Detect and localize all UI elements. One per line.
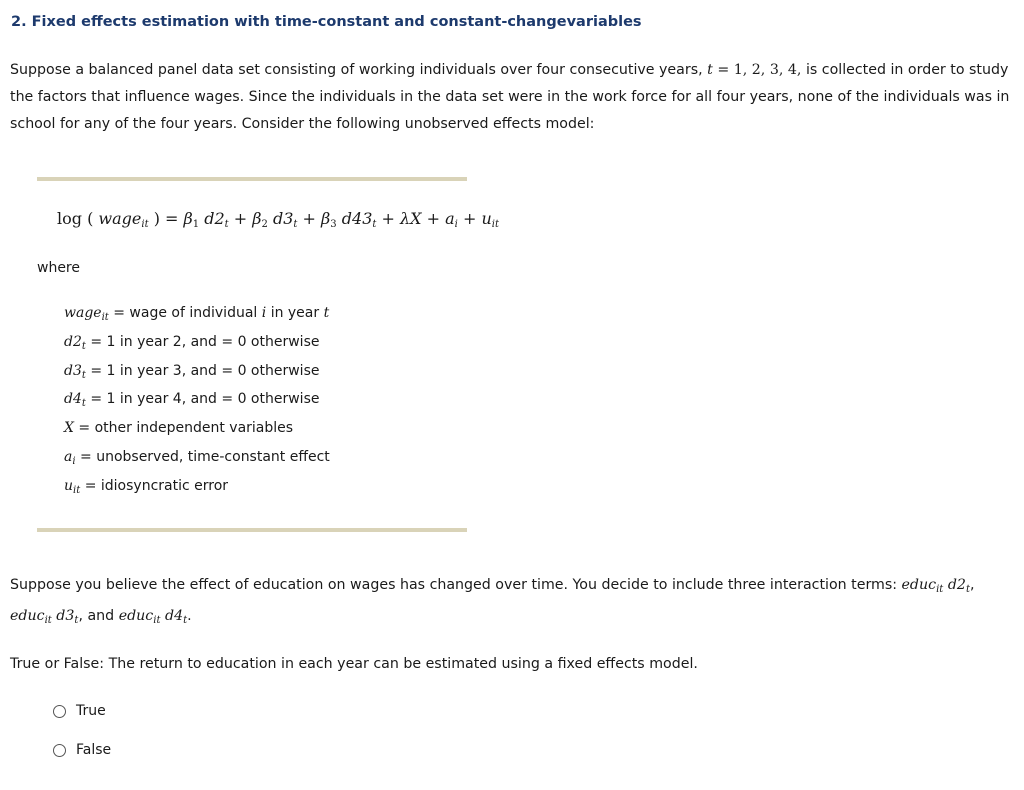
beta2-sub: 2: [261, 219, 268, 230]
question-title: 2. Fixed effects estimation with time-constant and constant-changevariables: [11, 14, 642, 30]
comma: ,: [969, 577, 975, 593]
d3-sub: t: [74, 615, 79, 626]
beta2: β: [252, 209, 262, 228]
lhs-close: ) =: [153, 209, 179, 228]
def-var: d3: [64, 363, 82, 379]
plus: +: [381, 209, 395, 228]
option-label-true[interactable]: True: [76, 703, 106, 719]
def-text: = 1 in year 2, and = 0 otherwise: [90, 334, 320, 350]
d4-sub: t: [183, 615, 188, 626]
educ-sub: it: [153, 615, 161, 626]
option-label-false[interactable]: False: [76, 742, 112, 758]
radio-button-false[interactable]: [53, 744, 66, 757]
educ-term: educ: [118, 608, 154, 624]
educ-sub: it: [936, 584, 944, 595]
definition-row: [64, 363, 319, 385]
d2-sub: t: [224, 219, 229, 230]
def-var: d2: [64, 334, 82, 350]
comma: ,: [78, 608, 83, 624]
def-sub: t: [81, 398, 86, 409]
def-sub: t: [81, 341, 86, 352]
d43-sub: t: [372, 219, 377, 230]
def-text: = unobserved, time-constant effect: [80, 449, 330, 465]
interaction-paragraph: [10, 572, 1010, 634]
question-text: True or False: The return to education in each year can be estimated using a fixed effects model.: [10, 656, 698, 672]
d43-term: d43: [341, 209, 373, 228]
wage-var: wage: [98, 209, 142, 228]
log-func: log (: [57, 209, 94, 228]
intro-eq: =: [717, 62, 730, 78]
lambda-x: λX: [400, 209, 422, 228]
a-term: a: [445, 209, 455, 228]
def-text-2: in year: [270, 305, 320, 321]
def-text: = wage of individual: [113, 305, 258, 321]
u-sub: it: [491, 219, 499, 230]
u-term: u: [481, 209, 492, 228]
educ-term: educ: [901, 577, 937, 593]
intro-paragraph: [10, 57, 1010, 138]
plus: +: [426, 209, 441, 228]
educ-term: educ: [10, 608, 45, 624]
intro-years: 1, 2, 3, 4,: [733, 62, 802, 78]
def-var: u: [64, 478, 74, 494]
def-text: = 1 in year 4, and = 0 otherwise: [90, 391, 320, 407]
def-var: wage: [64, 305, 102, 321]
def-var: X: [64, 420, 74, 436]
d2-term: d2: [947, 577, 966, 593]
def-var: a: [64, 449, 73, 465]
def-sub: t: [81, 370, 86, 381]
def-text: = other independent variables: [78, 420, 294, 436]
d2-sub: t: [965, 584, 970, 595]
beta1: β: [183, 209, 193, 228]
wage-sub: it: [141, 219, 149, 230]
definition-row: [64, 420, 293, 442]
def-text: = idiosyncratic error: [84, 478, 229, 494]
top-divider: [37, 177, 467, 181]
radio-button-true[interactable]: [53, 705, 66, 718]
d3-sub: t: [293, 219, 298, 230]
option-true[interactable]: [53, 703, 106, 719]
model-equation: [57, 209, 499, 230]
educ-sub: it: [44, 615, 52, 626]
period: .: [187, 608, 192, 624]
d2-term: d2: [204, 209, 225, 228]
interaction-text: Suppose you believe the effect of education on wages has changed over time. You decide to include three interaction terms:: [10, 577, 898, 593]
def-i-var: i: [261, 305, 267, 321]
beta3-sub: 3: [330, 219, 337, 230]
a-sub: i: [454, 219, 458, 230]
d4-term: d4: [164, 608, 184, 624]
def-sub: it: [73, 485, 81, 496]
definition-row: [64, 391, 319, 413]
intro-text-1: Suppose a balanced panel data set consisting of working individuals over four consecutive years,: [10, 62, 703, 78]
d3-term: d3: [56, 608, 75, 624]
definition-row: [64, 478, 228, 500]
def-t-var: t: [323, 305, 330, 321]
def-sub: it: [101, 312, 109, 323]
bottom-divider: [37, 528, 467, 532]
intro-t-var: t: [707, 62, 713, 78]
def-sub: i: [72, 456, 76, 467]
plus: +: [233, 209, 248, 228]
d3-term: d3: [273, 209, 294, 228]
definition-row: [64, 449, 330, 471]
def-text: = 1 in year 3, and = 0 otherwise: [90, 363, 320, 379]
definition-row: [64, 305, 329, 327]
option-false[interactable]: [53, 742, 111, 758]
beta1-sub: 1: [192, 219, 200, 230]
where-label: where: [37, 260, 80, 276]
plus: +: [302, 209, 316, 228]
beta3: β: [321, 209, 331, 228]
plus: +: [462, 209, 477, 228]
and-word: and: [87, 608, 115, 624]
intro-text-2: is collected in order to study the factors that influence wages. Since the individuals in the data set were in the work force for all four years, none of the individuals was in school for any of the four years. Consider the following unobserved effects model:: [10, 62, 1010, 132]
def-var: d4: [64, 391, 82, 407]
definition-row: [64, 334, 319, 356]
